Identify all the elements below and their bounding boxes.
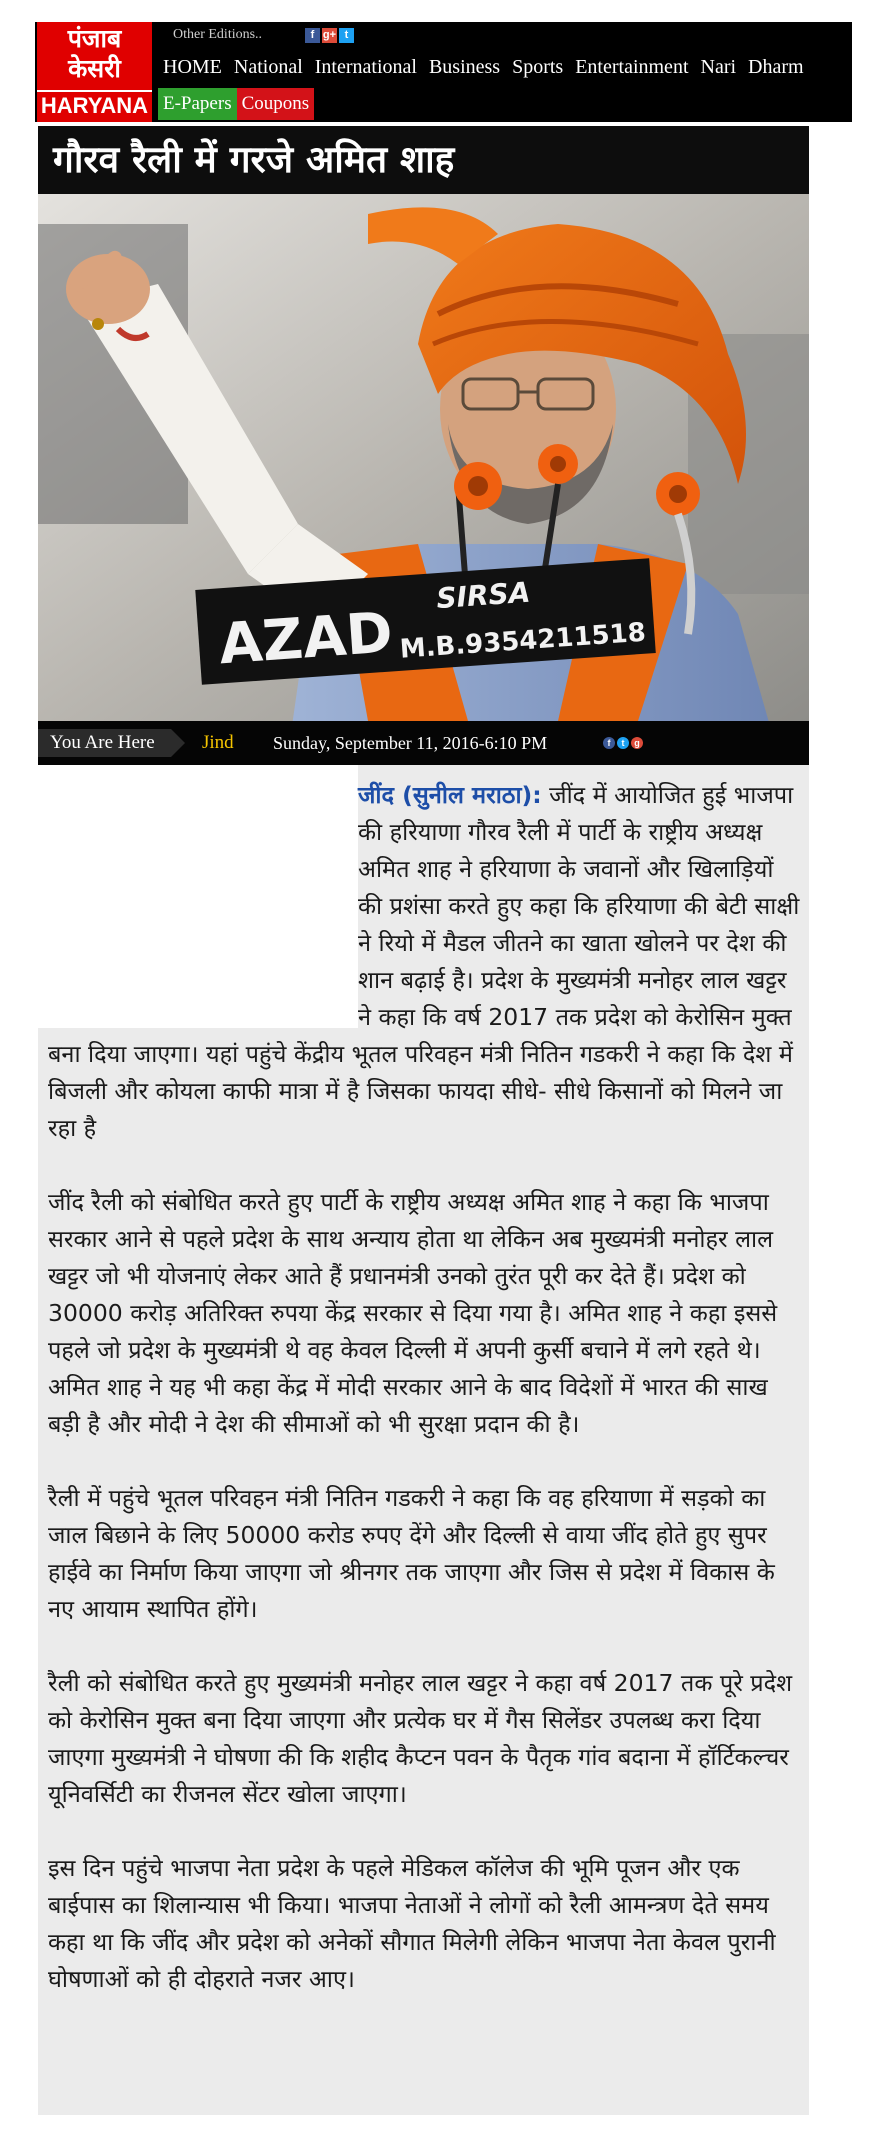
sub-nav	[158, 88, 314, 120]
podium-text-1: AZAD	[216, 600, 395, 678]
nav-item-entertainment[interactable]: Entertainment	[575, 56, 689, 78]
nav-item-national[interactable]: National	[233, 56, 303, 78]
site-header	[35, 22, 852, 122]
logo-line-2: केसरी	[68, 54, 121, 83]
nav-item-home[interactable]: HOME	[163, 56, 222, 78]
coupons-link[interactable]: Coupons	[237, 88, 315, 120]
google-plus-icon[interactable]: g	[631, 737, 643, 749]
article-headline: गौरव रैली में गरजे अमित शाह	[38, 126, 809, 194]
nav-item-business[interactable]: Business	[428, 56, 501, 78]
you-are-here-label: You Are Here	[38, 729, 171, 757]
paragraph-5: इस दिन पहुंचे भाजपा नेता प्रदेश के पहले मेडिकल कॉलेज की भूमि पूजन और एक बाईपास का शिलान्यास भी किया। भाजपा नेताओं ने लोगों को रैली आमन्त्रण देते समय कहा था कि जींद और प्रदेश को अनेकों सौगात मिलेगी लेकिन भाजपा नेता केवल पुरानी घोषणाओं को ही दोहराते नजर आए।	[48, 1854, 776, 1993]
article-photo	[38, 194, 809, 721]
epapers-link[interactable]: E-Papers	[158, 88, 237, 120]
nav-item-sports[interactable]: Sports	[512, 56, 564, 78]
facebook-icon[interactable]: f	[305, 28, 320, 43]
article-body	[38, 765, 809, 2115]
article-datetime: Sunday, September 11, 2016-6:10 PM	[273, 733, 548, 753]
facebook-icon[interactable]: f	[603, 737, 615, 749]
article-meta-bar	[38, 721, 809, 765]
speaker-photo	[38, 194, 809, 721]
logo-line-1: पंजाब	[67, 24, 122, 53]
byline: जींद (सुनील मराठा):	[358, 781, 542, 809]
breadcrumb-arrow-icon	[171, 729, 185, 757]
inline-blank-box	[38, 765, 358, 1028]
google-plus-icon[interactable]: g+	[322, 29, 337, 41]
podium-text-2: SIRSA	[435, 575, 532, 616]
podium-text-3: M.B.9354211518	[398, 617, 647, 665]
nav-item-nari[interactable]: Nari	[700, 56, 737, 78]
nav-item-dharm[interactable]: Dharm	[748, 56, 804, 78]
nav-item-international[interactable]: International	[314, 56, 417, 78]
share-icons	[603, 737, 643, 749]
other-editions-link[interactable]: Other Editions..	[173, 27, 263, 42]
paragraph-2: जींद रैली को संबोधित करते हुए पार्टी के राष्ट्रीय अध्यक्ष अमित शाह ने कहा कि भाजपा सरकार आने से पहले प्रदेश के साथ अन्याय होता था लेकिन अब मुख्यमंत्री मनोहर लाल खट्टर जो भी योजनाएं लेकर आते हैं प्रधानमंत्री उनको तुरंत पूरी कर देते हैं। प्रदेश को 30000 करोड़ अतिरिक्त रुपया केंद्र सरकार से दिया गया है। अमित शाह ने कहा इससे पहले जो प्रदेश के मुख्यमंत्री थे वह केवल दिल्ली में अपनी कुर्सी बचाने में लगे रहते थे। अमित शाह ने यह भी कहा केंद्र में मोदी सरकार आने के बाद विदेशों में भारत की साख बड़ी है और मोदी ने देश की सीमाओं को भी सुरक्षा प्रदान की है।	[48, 1188, 778, 1438]
site-logo[interactable]	[37, 22, 152, 122]
paragraph-3: रैली में पहुंचे भूतल परिवहन मंत्री नितिन गडकरी ने कहा कि वह हरियाणा में सड़को का जाल बिछाने के लिए 50000 करोड रुपए देंगे और दिल्ली से वाया जींद होते हुए सुपर हाईवे का निर्माण किया जाएगा जो श्रीनगर तक जाएगा और जिस से प्रदेश में विकास के नए आयाम स्थापित होंगे।	[48, 1484, 775, 1623]
breadcrumb-jind[interactable]: Jind	[202, 732, 234, 753]
logo-line-3: HARYANA	[37, 90, 152, 120]
paragraph-1-text: जींद में आयोजित हुई भाजपा की हरियाणा गौरव रैली में पार्टी के राष्ट्रीय अध्यक्ष अमित शाह ने हरियाणा के जवानों और खिलाड़ियों की प्रशंसा करते हुए कहा कि हरियाणा की बेटी साक्षी ने रियो में मैडल जीतने का खाता खोलने पर देश की शान बढ़ाई है। प्रदेश के मुख्यमंत्री मनोहर लाल खट्टर ने कहा कि वर्ष 2017 तक प्रदेश को केरोसिन मुक्त बना दिया जाएगा। यहां पहुंचे केंद्रीय भूतल परिवहन मंत्री नितिन गडकरी ने कहा कि देश में बिजली और कोयला काफी मात्रा में है जिसका फायदा सीधे- सीधे किसानों को मिलने जा रहा है	[48, 781, 800, 1142]
twitter-icon[interactable]: t	[339, 28, 354, 43]
twitter-icon[interactable]: t	[617, 737, 629, 749]
main-nav	[163, 56, 804, 79]
paragraph-4: रैली को संबोधित करते हुए मुख्यमंत्री मनोहर लाल खट्टर ने कहा वर्ष 2017 तक पूरे प्रदेश को केरोसिन मुक्त बना दिया जाएगा और प्रत्येक घर में गैस सिलेंडर उपलब्ध करा दिया जाएगा मुख्यमंत्री ने घोषणा की कि शहीद कैप्टन पवन के पैतृक गांव बदाना में हॉर्टिकल्चर यूनिवर्सिटी का रीजनल सेंटर खोला जाएगा।	[48, 1669, 793, 1808]
social-links	[305, 28, 354, 44]
